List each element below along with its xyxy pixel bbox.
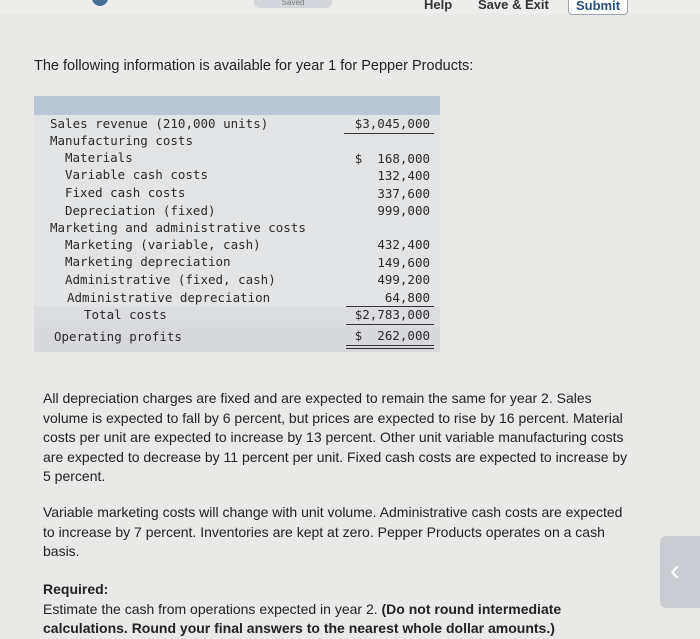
required-title: Required: <box>43 581 109 597</box>
row-amount-sales: $3,045,000 <box>354 116 430 131</box>
row-amount-materials: $ 168,000 <box>354 151 430 166</box>
sales-underline <box>344 133 434 134</box>
row-label-marketing-admin: Marketing and administrative costs <box>50 220 306 235</box>
row-label-operating-profits: Operating profits <box>54 329 182 344</box>
row-amount-fixed-cash: 337,600 <box>377 186 430 201</box>
side-panel-toggle[interactable] <box>660 536 700 608</box>
total-rule <box>346 324 434 325</box>
row-label-marketing-variable: Marketing (variable, cash) <box>65 237 261 252</box>
back-icon[interactable] <box>92 0 108 6</box>
row-label-marketing-depreciation: Marketing depreciation <box>65 254 231 269</box>
submit-button[interactable]: Submit <box>568 0 628 15</box>
row-amount-marketing-variable: 432,400 <box>377 237 430 252</box>
required-text-bold: (Do not round intermediate calculations. Round your final answers to the nearest whole dollar amounts.) <box>43 600 562 637</box>
row-label-admin-depreciation: Administrative depreciation <box>67 290 271 305</box>
row-amount-admin-fixed: 499,200 <box>377 272 430 287</box>
required-text <box>43 600 633 639</box>
help-button[interactable]: Help <box>424 0 453 12</box>
financial-table <box>34 96 440 352</box>
row-label-fixed-cash: Fixed cash costs <box>65 185 186 200</box>
row-label-depreciation: Depreciation (fixed) <box>65 203 216 218</box>
intro-text: The following information is available for year 1 for Pepper Products: <box>34 58 474 74</box>
row-amount-operating-profits: $ 262,000 <box>354 328 430 343</box>
row-amount-admin-depreciation: 64,800 <box>384 290 430 305</box>
assumptions-paragraph: All depreciation charges are fixed and are expected to remain the same for year 2. Sales volume is expected to fall by 6 percent, but prices are expected to rise by 16 percent. Material costs per unit are expected to increase by 13 percent. Other unit variable manufacturing costs are expected to decrease by 11 percent per unit. Fixed cash costs are expected to increase by 5 percent. <box>43 390 628 485</box>
row-label-variable-cash: Variable cash costs <box>65 167 208 182</box>
saved-indicator: Saved <box>254 0 332 8</box>
row-label-total-costs: Total costs <box>84 307 167 322</box>
required-text-plain: Estimate the cash from operations expected in year 2. <box>43 600 382 617</box>
required-section <box>43 580 633 639</box>
row-label-materials: Materials <box>65 150 133 165</box>
table-header-bar <box>34 96 440 115</box>
row-amount-variable-cash: 132,400 <box>377 168 430 183</box>
profit-double-rule-1 <box>346 345 434 346</box>
profit-double-rule-2 <box>346 348 434 349</box>
save-exit-button[interactable]: Save & Exit <box>478 0 549 12</box>
additional-info-paragraph: Variable marketing costs will change with unit volume. Administrative cash costs are expected to increase by 7 percent. Inventories are kept at zero. Pepper Products operates on a cash basis. <box>43 504 623 560</box>
row-label-manufacturing: Manufacturing costs <box>50 133 193 148</box>
row-label-admin-fixed: Administrative (fixed, cash) <box>65 272 276 287</box>
chevron-left-icon: ‹ <box>670 554 680 587</box>
row-amount-marketing-depreciation: 149,600 <box>377 255 430 270</box>
top-toolbar <box>0 0 700 14</box>
row-label-sales: Sales revenue (210,000 units) <box>50 116 269 131</box>
row-amount-depreciation: 999,000 <box>377 203 430 218</box>
row-amount-total-costs: $2,783,000 <box>354 307 430 322</box>
